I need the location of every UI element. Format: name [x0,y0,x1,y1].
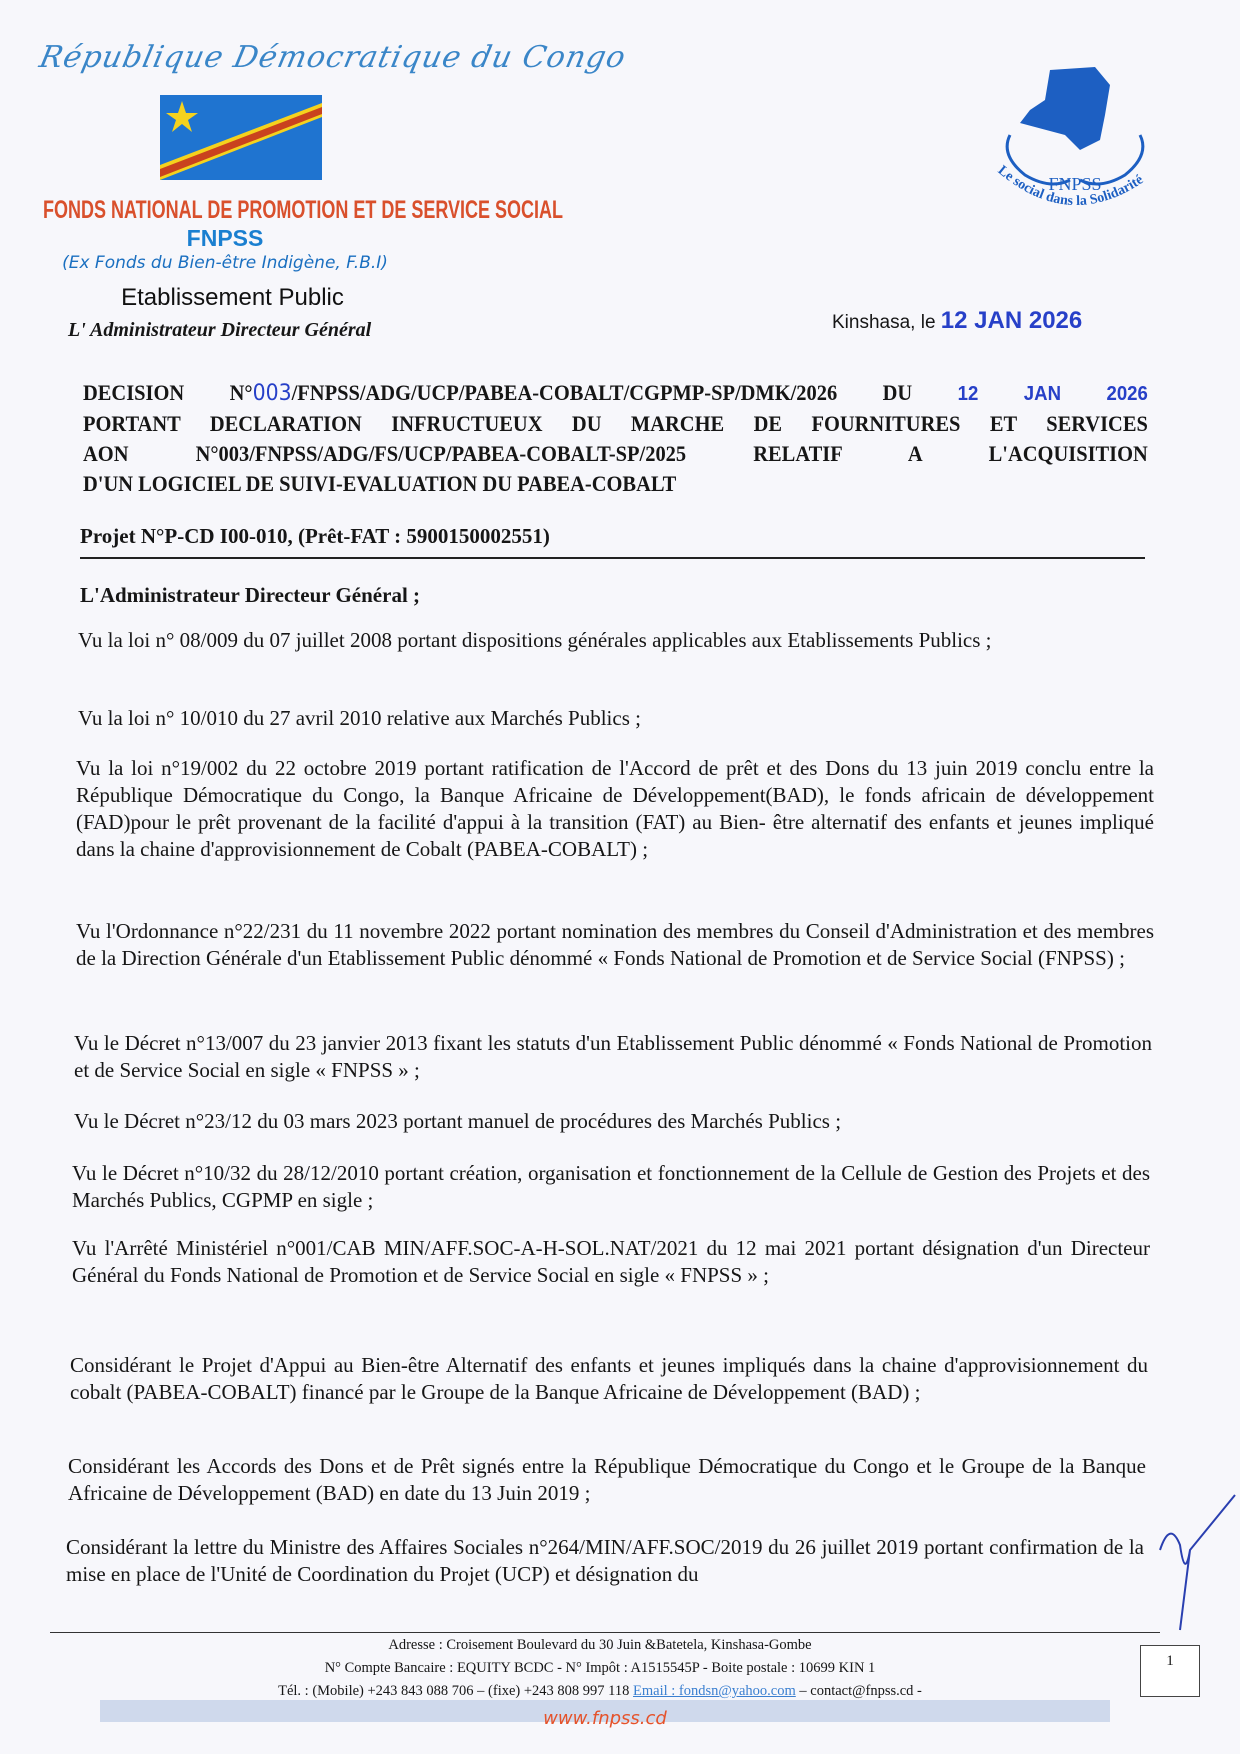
page-number: 1 [1140,1645,1200,1697]
paragraph: Vu le Décret n°23/12 du 03 mars 2023 portant manuel de procédures des Marchés Publics ; [74,1109,842,1133]
paragraph: Vu la loi n° 08/009 du 07 juillet 2008 portant dispositions générales applicables aux Etablissements Publics ; [78,628,992,652]
decision-line-3: AON N°003/FNPSS/ADG/FS/UCP/PABEA-COBALT-SP/2025 RELATIF A L'ACQUISITION [83,441,1148,466]
divider [80,557,1145,559]
office-title: L' Administrateur Directeur Général [68,319,372,341]
date-stamp: 12 JAN 2026 [940,307,1083,334]
paragraph: Vu le Décret n°10/32 du 28/12/2010 portant création, organisation et fonctionnement de la Cellule de Gestion des Projets et des Marchés Publics, CGPMP en sigle ; [72,1161,1150,1212]
former-name: (Ex Fonds du Bien-être Indigène, F.B.I) [62,253,388,273]
city-label: Kinshasa, le [832,312,936,333]
decision-line-2: PORTANT DECLARATION INFRUCTUEUX DU MARCHE DE FOURNITURES ET SERVICES [83,411,1148,436]
footer-bank: N° Compte Bancaire : EQUITY BCDC - N° Impôt : A1515545P - Boite postale : 10699 KIN 1 [324,1660,876,1676]
signature-initials [1150,1490,1240,1640]
fnpss-logo [965,55,1185,245]
footer-address: Adresse : Croisement Boulevard du 30 Juin &Batetela, Kinshasa-Gombe [388,1637,812,1653]
website-link[interactable]: www.fnpss.cd [543,1708,667,1729]
congo-map-hands-icon [965,55,1185,245]
country-script-header: République Démocratique du Congo [36,40,630,75]
addressee: L'Administrateur Directeur Général ; [80,583,421,607]
paragraph: Vu l'Arrêté Ministériel n°001/CAB MIN/AFF.SOC-A-H-SOL.NAT/2021 du 12 mai 2021 portant désignation d'un Directeur Général du Fonds National de Promotion et de Service Social en sigle « FNPSS » ; [72,1236,1150,1287]
place-date [832,307,1082,335]
footer-contact: – contact@fnpss.cd - [799,1683,922,1699]
footer-divider [50,1632,1160,1633]
paragraph: Considérant la lettre du Ministre des Affaires Sociales n°264/MIN/AFF.SOC/2019 du 26 juillet 2019 portant confirmation de la mise en place de l'Unité de Coordination du Projet (UCP) et désignation du [66,1535,1144,1586]
establishment-status: Etablissement Public [121,284,344,311]
paragraph: Vu le Décret n°13/007 du 23 janvier 2013 fixant les statuts d'un Etablissement Public dénommé « Fonds National de Promotion et de Service Social en sigle « FNPSS » ; [74,1031,1152,1082]
paragraph: Vu la loi n° 10/010 du 27 avril 2010 relative aux Marchés Publics ; [78,706,641,730]
paragraph: Vu l'Ordonnance n°22/231 du 11 novembre 2022 portant nomination des membres du Conseil d'Administration et des membres de la Direction Générale d'un Etablissement Public dénommé « Fonds National de Promotion et de Service Social (FNPSS) ; [76,919,1154,970]
decision-date-stamp: 12 JAN 2026 [957,383,1148,405]
decision-number-line: DECISION N°003/FNPSS/ADG/UCP/PABEA-COBALT/CGPMP-SP/DMK/2026 DU 12 JAN 2026 [83,380,1148,406]
svg-text:FNPSS: FNPSS [1048,174,1102,194]
organization-acronym: FNPSS [186,225,264,251]
decision-line-4: D'UN LOGICIEL DE SUIVI-EVALUATION DU PABEA-COBALT [83,471,677,496]
footer-contacts [100,1683,1100,1700]
paragraph: Vu la loi n°19/002 du 22 octobre 2019 portant ratification de l'Accord de prêt et des Dons du 13 juin 2019 conclu entre la République Démocratique du Congo, la Banque Africaine de Développement(BAD), le fonds africain de développement (FAD)pour le prêt provenant de la facilité d'appui à la transition (FAT) au Bien- être alternatif des enfants et jeunes impliqué dans la chaine d'approvisionnement de Cobalt (PABEA-COBALT) ; [76,756,1154,861]
paragraph: Considérant les Accords des Dons et de Prêt signés entre la République Démocratique du Congo et le Groupe de la Banque Africaine de Développement (BAD) en date du 13 Juin 2019 ; [68,1454,1146,1505]
svg-text:Le social dans la Solidarité: Le social dans la Solidarité [994,163,1147,210]
project-reference: Projet N°P-CD I00-010, (Prêt-FAT : 5900150002551) [80,524,550,548]
organization-name: FONDS NATIONAL DE PROMOTION ET DE SERVICE SOCIAL [43,196,564,224]
email-link[interactable]: Email : fondsn@yahoo.com [633,1683,796,1699]
paragraph: Considérant le Projet d'Appui au Bien-être Alternatif des enfants et jeunes impliqués dans la chaine d'approvisionnement du cobalt (PABEA-COBALT) financé par le Groupe de la Banque Africaine de Développement (BAD) ; [70,1353,1148,1404]
drc-flag-icon [160,95,322,180]
handwritten-number: 003 [252,381,292,406]
decision-heading [83,378,1148,499]
footer-phone: Tél. : (Mobile) +243 843 088 706 – (fixe) +243 808 997 118 [278,1683,630,1699]
